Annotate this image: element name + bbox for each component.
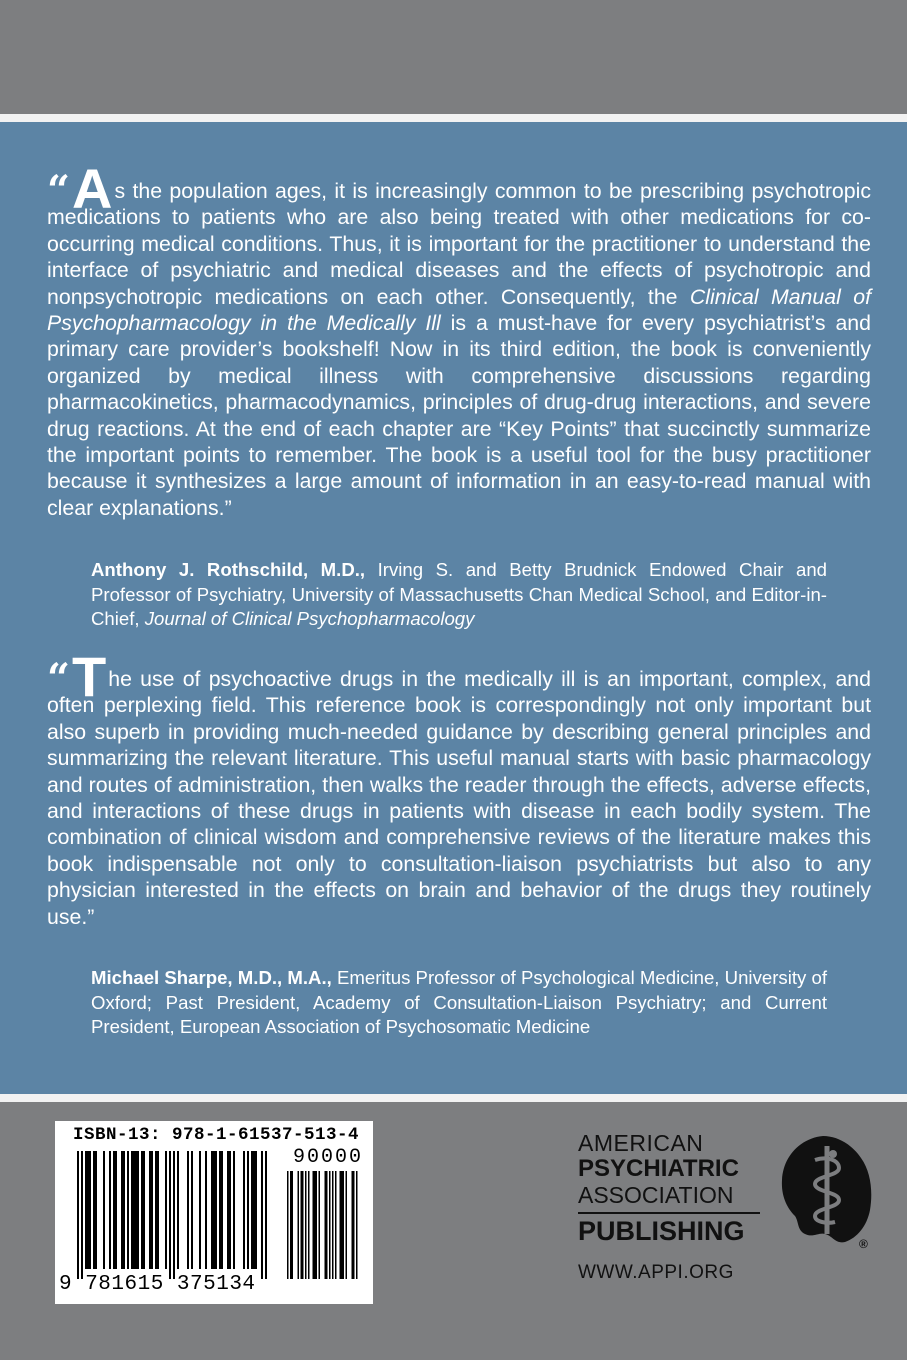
barcode-bar — [253, 1151, 255, 1269]
addon-barcode-bar — [343, 1171, 345, 1279]
barcode-bar — [109, 1151, 111, 1269]
publisher-line-psychiatric: PSYCHIATRIC — [578, 1155, 739, 1182]
barcode-bar — [137, 1151, 139, 1269]
barcode-bar — [77, 1151, 79, 1279]
addon-barcode-bar — [305, 1171, 307, 1279]
barcode-bar — [221, 1151, 223, 1269]
addon-barcode-bar — [302, 1171, 304, 1279]
barcode-bar — [143, 1151, 145, 1269]
reviewer-name: Anthony J. Rothschild, M.D., — [91, 559, 366, 580]
barcode-bar — [199, 1151, 201, 1269]
drop-cap: T — [72, 645, 107, 708]
publisher-name — [578, 1130, 788, 1208]
barcode-bar — [251, 1151, 253, 1269]
barcode-bar — [151, 1151, 153, 1269]
publisher-line-association: ASSOCIATION — [578, 1182, 734, 1208]
addon-barcode-bar — [332, 1171, 334, 1279]
addon-barcode-bar — [335, 1171, 337, 1279]
barcode-bar — [191, 1151, 193, 1269]
quote-text-continued: is a must-have for every psychiatrist’s and primary care provider’s bookshelf! Now in its third edition, the book is conveniently organized by medical illness with comprehensive discussions regarding pharmacokinetics, pharmacodynamics, principles of drug-drug interactions, and severe drug reactions. At the end of each chapter are “Key Points” that succinctly summarize the important points to remember. The book is a useful tool for the busy practitioner because it synthesizes a large amount of information in an easy-to-read manual with clear explanations.” — [47, 311, 871, 520]
barcode-bar — [149, 1151, 151, 1269]
review-quote-2 — [47, 645, 871, 930]
barcode-bar — [135, 1151, 137, 1269]
addon-barcode-bar — [298, 1171, 300, 1279]
barcode-bar — [133, 1151, 135, 1269]
barcode-bar — [247, 1151, 249, 1269]
reviewer-affiliation: Emeritus Professor of Psychological Medicine, University of Oxford; Past President, Academy of Consultation-Liaison Psychiatry; and Current President, European Association of Psychosomatic Medicine — [91, 967, 827, 1037]
top-gray-band — [0, 0, 907, 114]
reviewer-name: Michael Sharpe, M.D., M.A., — [91, 967, 332, 988]
addon-barcode-bar — [314, 1171, 316, 1279]
barcode-bar — [165, 1151, 167, 1269]
ean-digits: 9 781615 375134 — [59, 1273, 256, 1296]
addon-barcode-bar — [316, 1171, 318, 1279]
journal-title: Journal of Clinical Psychopharmacology — [144, 608, 475, 629]
addon-barcode-bar — [301, 1171, 303, 1279]
barcode-bar — [121, 1151, 123, 1269]
barcode-bar — [261, 1151, 263, 1279]
barcode-bar — [243, 1151, 245, 1269]
barcode-bar — [115, 1151, 117, 1269]
addon-barcode-bar — [292, 1171, 294, 1279]
review-attribution-1 — [91, 558, 827, 632]
barcode-bar — [205, 1151, 207, 1269]
isbn-label: ISBN-13: 978-1-61537-513-4 — [73, 1125, 360, 1145]
addon-barcode-bar — [290, 1171, 292, 1279]
barcode-bar — [177, 1151, 179, 1269]
publisher-line-publishing: PUBLISHING — [578, 1216, 745, 1246]
barcode-bar — [227, 1151, 229, 1269]
barcode-bar — [95, 1151, 97, 1269]
barcode-bar — [81, 1151, 83, 1279]
addon-barcode-bar — [340, 1171, 342, 1279]
barcode-bar — [85, 1151, 87, 1269]
addon-barcode-bar — [356, 1171, 358, 1279]
open-quote-mark: “ — [47, 655, 65, 702]
barcode-bar — [211, 1151, 213, 1269]
quote-text: s the population ages, it is increasingly common to be prescribing psychotropic medications to patients who are also being treated with other medications for co-occurring medical conditions. Thus, it is important for the practitioner to understand the interface of psychiatric and medical diseases and the effects of psychotropic and nonpsychotropic medications on each other. Consequently, the — [47, 179, 871, 309]
addon-barcode-bar — [341, 1171, 343, 1279]
barcode-bar — [215, 1151, 217, 1269]
barcode-bar — [173, 1151, 175, 1279]
barcode-bar — [169, 1151, 171, 1279]
addon-barcode-bar — [326, 1171, 328, 1279]
publisher-divider — [578, 1212, 760, 1214]
barcode-bar — [93, 1151, 95, 1269]
barcode-bar — [89, 1151, 91, 1269]
addon-barcode-bar — [308, 1171, 310, 1279]
barcode-bar — [233, 1151, 235, 1269]
barcode-bar — [87, 1151, 89, 1269]
addon-barcode-bar — [353, 1171, 355, 1279]
apa-caduceus-logo-icon — [775, 1130, 885, 1250]
review-attribution-2 — [91, 966, 827, 1040]
addon-barcode-bar — [319, 1171, 321, 1279]
barcode-bar — [113, 1151, 115, 1269]
barcode-bar — [187, 1151, 189, 1269]
addon-barcode-bar — [325, 1171, 327, 1279]
barcode-bar — [255, 1151, 257, 1269]
quote-text: he use of psychoactive drugs in the medically ill is an important, complex, and often perplexing field. This reference book is correspondingly not only important but also superb in providing much-needed guidance by describing general principles and summarizing the relevant literature. This useful manual starts with basic pharmacology and routes of administration, then walks the reader through the effects, adverse effects, and interactions of these drugs in patients with disease in each bodily system. The combination of clinical wisdom and comprehensive reviews of the literature makes this book indispensable not only to consultation-liaison psychiatrists but also to any physician interested in the effects on brain and behavior of the drugs they routinely use.” — [47, 667, 871, 929]
barcode-bar — [127, 1151, 129, 1269]
review-quote-1 — [47, 157, 871, 521]
reviewer-affiliation: Irving S. and Betty Brudnick Endowed Chair and Professor of Psychiatry, University of Massachusetts Chan Medical School, and Editor-in-Chief, — [91, 559, 828, 629]
isbn-barcode — [55, 1121, 373, 1304]
drop-cap: A — [72, 157, 113, 220]
barcode-bar — [103, 1151, 105, 1269]
addon-barcode-bar — [287, 1171, 289, 1279]
barcode-bar — [229, 1151, 231, 1269]
registered-mark: ® — [859, 1237, 868, 1250]
open-quote-mark: “ — [47, 167, 65, 214]
barcode-bar — [131, 1151, 133, 1269]
top-divider-rule — [0, 114, 907, 122]
addon-barcode-bar — [313, 1171, 315, 1279]
barcode-bar — [155, 1151, 157, 1269]
barcode-bar — [213, 1151, 215, 1269]
addon-barcode-bar — [352, 1171, 354, 1279]
publisher-line-american: AMERICAN — [578, 1130, 704, 1156]
barcode-bar — [157, 1151, 159, 1269]
barcode-bar — [219, 1151, 221, 1269]
barcode-bar — [141, 1151, 143, 1269]
price-code: 90000 — [293, 1146, 364, 1169]
addon-barcode-bar — [346, 1171, 348, 1279]
barcode-bar — [265, 1151, 267, 1279]
addon-barcode-bar — [329, 1171, 331, 1279]
publisher-url: WWW.APPI.ORG — [578, 1262, 734, 1283]
barcode-bar — [123, 1151, 125, 1269]
bottom-divider-rule — [0, 1094, 907, 1102]
book-title: Clinical Manual of Psychopharmacology in the Medically Ill — [47, 284, 871, 336]
